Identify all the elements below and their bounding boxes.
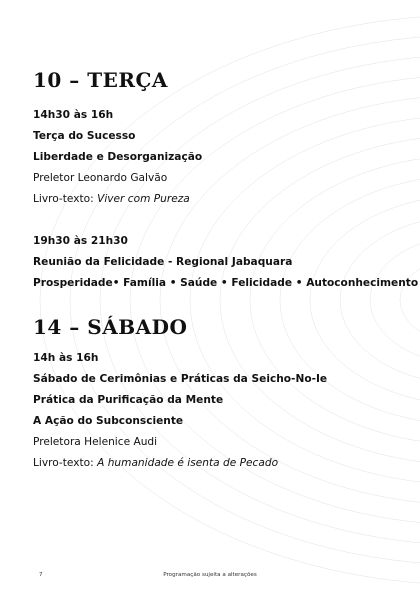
event-time: 14h30 às 16h (33, 109, 114, 121)
book-label: Livro-texto: (33, 457, 98, 469)
section-title-sabado: 14 – SÁBADO (33, 315, 188, 339)
section-title-terca: 10 – TERÇA (33, 68, 168, 92)
page-footer (0, 570, 420, 582)
event-time: 14h às 16h (33, 352, 99, 364)
event-theme: Liberdade e Desorganização (33, 151, 203, 163)
event-theme: Prosperidade• Família • Saúde • Felicidade • Autoconhecimento (33, 277, 419, 289)
event-name: Reunião da Felicidade - Regional Jabaquara (33, 256, 293, 268)
event-time: 19h30 às 21h30 (33, 235, 128, 247)
event-theme: Prática da Purificação da Mente (33, 394, 224, 406)
event-name: Sábado de Cerimônias e Práticas da Seicho-No-Ie (33, 373, 328, 385)
event-book (33, 192, 190, 206)
book-title: Viver com Pureza (97, 193, 190, 205)
event-name: Terça do Sucesso (33, 130, 136, 142)
event-speaker: Preletora Helenice Audi (33, 436, 158, 448)
event-subtheme: A Ação do Subconsciente (33, 415, 184, 427)
book-title: A humanidade é isenta de Pecado (97, 457, 279, 469)
footer-note: Programação sujeita a alterações (163, 572, 257, 578)
event-book (33, 456, 278, 470)
page-number: 7 (39, 572, 43, 578)
event-speaker: Preletor Leonardo Galvão (33, 172, 168, 184)
book-label: Livro-texto: (33, 193, 98, 205)
